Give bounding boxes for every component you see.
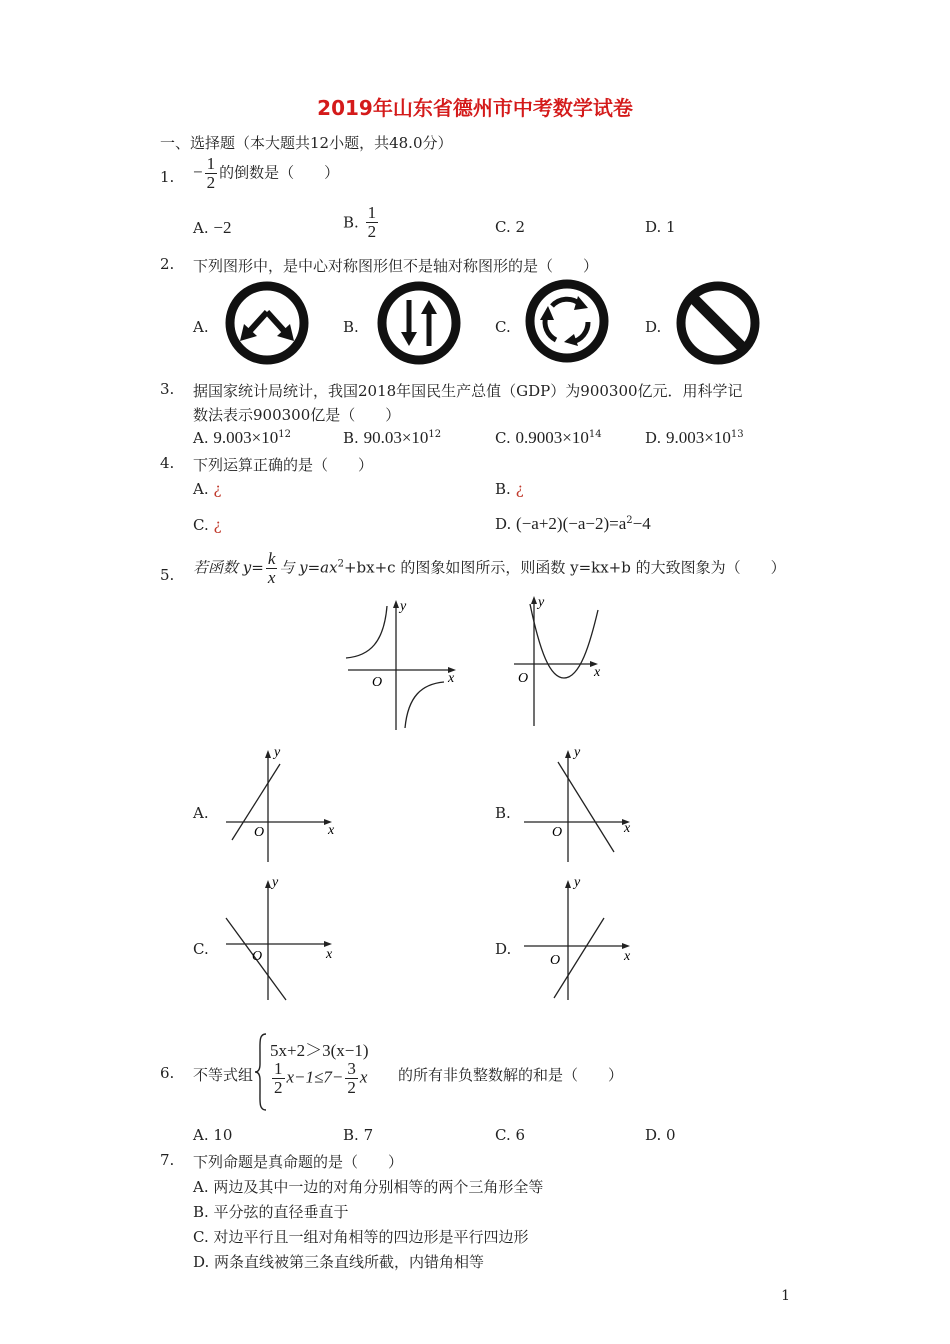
sign-no-entry-icon[interactable]: [673, 278, 763, 368]
q1-minus: −: [193, 162, 203, 182]
q1-option-c[interactable]: C. 2: [495, 218, 526, 236]
q3-option-d[interactable]: D. $9.003\times 10^{13}$: [645, 428, 744, 447]
q2-option-d-label[interactable]: D.: [645, 318, 662, 336]
sign-diagonal-arrows-icon[interactable]: [222, 278, 312, 368]
q4-option-d[interactable]: D. $(-a+2)(-a-2)=a^2-4$: [495, 514, 651, 533]
q6-option-c[interactable]: C. 6: [495, 1126, 526, 1144]
q3-stem-line2: 数法表示900300亿是（ ）: [193, 406, 401, 424]
q7-stem: 下列命题是真命题的是（ ）: [193, 1153, 404, 1171]
q3-number: 3.: [160, 380, 175, 398]
svg-text:O: O: [252, 949, 263, 964]
q3-option-a[interactable]: A. $9.003\times 10^{12}$: [193, 428, 291, 447]
q1-stem: − $\frac{1}{2}$ 的倒数是（ ）: [193, 154, 340, 192]
svg-text:y: y: [574, 745, 581, 760]
q6-inequality-1: 5x+2＞3(x−1): [270, 1041, 369, 1060]
q6-number: 6.: [160, 1064, 175, 1082]
sign-roundabout-icon[interactable]: [522, 276, 612, 366]
q4-option-a[interactable]: A. ¿: [193, 480, 222, 498]
q6-option-d[interactable]: D. 0: [645, 1126, 676, 1144]
svg-text:x: x: [448, 671, 455, 686]
page-title: 2019年山东省德州市中考数学试卷: [317, 96, 633, 120]
svg-text:O: O: [550, 953, 561, 968]
q1-number: 1.: [160, 168, 175, 186]
q2-option-b-label[interactable]: B.: [343, 318, 359, 336]
q4-option-b[interactable]: B. ¿: [495, 480, 524, 498]
svg-text:O: O: [254, 825, 265, 840]
svg-text:y: y: [272, 876, 279, 890]
q2-number: 2.: [160, 255, 175, 273]
q4-stem: 下列运算正确的是（ ）: [193, 456, 374, 474]
q4-option-c[interactable]: C. ¿: [193, 516, 222, 534]
q6-option-a[interactable]: A. 10: [193, 1126, 233, 1144]
q7-option-d[interactable]: D. 两条直线被第三条直线所截，内错角相等: [193, 1253, 485, 1271]
q5-option-b-graph[interactable]: [520, 744, 640, 864]
system-brace-icon: [254, 1032, 268, 1112]
q7-option-a[interactable]: A. 两边及其中一边的对角分别相等的两个三角形全等: [193, 1178, 544, 1196]
svg-text:O: O: [372, 675, 383, 690]
q5-option-a-label[interactable]: A.: [193, 804, 209, 822]
q3-stem-line1: 据国家统计局统计，我国2018年国民生产总值（GDP）为900300亿元．用科学记: [193, 382, 743, 400]
q5-stem: 若函数 y= $\frac{k}{x}$ 与 $y=ax^2+bx+c$ 的图象如图所示，则函数 y=kx+b 的大致图象为（ ）: [193, 549, 786, 587]
q6-option-b[interactable]: B. 7: [343, 1126, 374, 1144]
section-header: 一、选择题（本大题共12小题，共48.0分）: [160, 134, 453, 152]
q7-number: 7.: [160, 1151, 175, 1169]
svg-text:O: O: [552, 825, 563, 840]
q5-option-a-graph[interactable]: [222, 744, 342, 864]
q6-inequality-2: $\frac{1}{2}$ x−1≤7− $\frac{3}{2}$ x: [274, 1059, 368, 1097]
svg-text:y: y: [274, 745, 281, 760]
sign-up-down-arrows-icon[interactable]: [374, 278, 464, 368]
q1-fraction: $\frac{1}{2}$: [206, 154, 216, 192]
q5-number: 5.: [160, 566, 175, 584]
q5-option-b-label[interactable]: B.: [495, 804, 511, 822]
svg-text:y: y: [400, 599, 407, 614]
q6-stem-prefix: 不等式组: [193, 1066, 254, 1084]
q3-option-c[interactable]: C. $0.9003\times 10^{14}$: [495, 428, 602, 447]
q5-option-d-graph[interactable]: [520, 876, 640, 1002]
svg-text:x: x: [624, 821, 631, 836]
q2-stem: 下列图形中，是中心对称图形但不是轴对称图形的是（ ）: [193, 257, 599, 275]
q5-option-d-label[interactable]: D.: [495, 940, 512, 958]
q7-option-b[interactable]: B. 平分弦的直径垂直于: [193, 1203, 349, 1221]
parabola-graph: [510, 592, 610, 732]
svg-text:O: O: [518, 671, 529, 686]
q6-stem-suffix: 的所有非负整数解的和是（ ）: [398, 1066, 624, 1084]
q2-option-c-label[interactable]: C.: [495, 318, 511, 336]
q5-option-c-graph[interactable]: [222, 876, 342, 1002]
svg-text:x: x: [624, 949, 631, 964]
q5-option-c-label[interactable]: C.: [193, 940, 209, 958]
svg-text:x: x: [326, 947, 333, 962]
q7-option-c[interactable]: C. 对边平行且一组对角相等的四边形是平行四边形: [193, 1228, 529, 1246]
q4-number: 4.: [160, 454, 175, 472]
q3-option-b[interactable]: B. $90.03\times 10^{12}$: [343, 428, 442, 447]
svg-text:y: y: [574, 876, 581, 890]
page-number: 1: [781, 1288, 790, 1304]
hyperbola-graph: [340, 598, 465, 733]
svg-text:x: x: [328, 823, 335, 838]
svg-text:x: x: [594, 665, 601, 680]
q1-option-a[interactable]: A. −2: [193, 218, 232, 237]
q2-option-a-label[interactable]: A.: [193, 318, 209, 336]
svg-text:y: y: [538, 595, 545, 610]
q1-option-b[interactable]: B. $\frac{1}{2}$: [343, 203, 377, 241]
q1-option-d[interactable]: D. 1: [645, 218, 676, 236]
